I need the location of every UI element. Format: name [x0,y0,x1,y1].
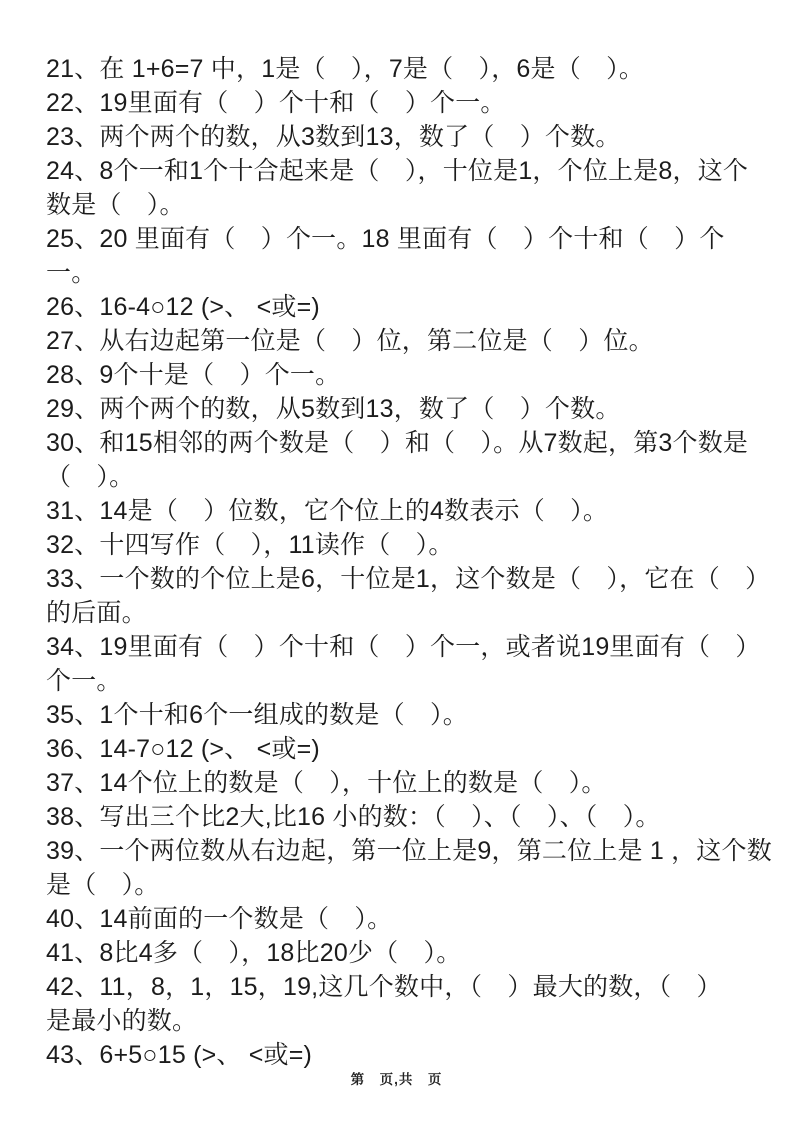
question-43-line-1: 43、6+5○15 (>、 <或=) [46,1041,313,1069]
question-33-line-1: 33、一个数的个位上是6，十位是1，这个数是（ ），它在（ ） [46,565,771,593]
question-24-line-2: 数是（ ）。 [46,191,185,219]
question-35-line-1: 35、1个十和6个一组成的数是（ ）。 [46,701,468,729]
page-footer-label: 第 页,共 页 [350,1072,443,1087]
question-42-line-1: 42、11，8，1，15，19,这几个数中，（ ）最大的数，（ ） [46,973,722,1001]
question-38-line-1: 38、写出三个比2大,比16 小的数：（ ）、（ ）、（ ）。 [46,803,661,831]
question-37-line-1: 37、14个位上的数是（ ），十位上的数是（ ）。 [46,769,607,797]
question-33-line-2: 的后面。 [46,599,147,627]
question-24-line-1: 24、8个一和1个十合起来是（ ），十位是1，个位上是8，这个 [46,157,749,185]
question-34-line-1: 34、19里面有（ ）个十和（ ）个一，或者说19里面有（ ） [46,633,761,661]
question-30-line-1: 30、和15相邻的两个数是（ ）和（ ）。从7数起，第3个数是 [46,429,749,457]
question-23-line-1: 23、两个两个的数，从3数到13，数了（ ）个数。 [46,123,621,151]
question-32-line-1: 32、十四写作（ ），11读作（ ）。 [46,531,454,559]
question-26-line-1: 26、16-4○12 (>、 <或=) [46,293,320,321]
question-36-line-1: 36、14-7○12 (>、 <或=) [46,735,320,763]
question-39-line-2: 是（ ）。 [46,871,160,899]
question-34-line-2: 个一。 [46,667,122,695]
question-41-line-1: 41、8比4多（ ），18比20少（ ）。 [46,939,462,967]
question-29-line-1: 29、两个两个的数，从5数到13，数了（ ）个数。 [46,395,621,423]
question-31-line-1: 31、14是（ ）位数，它个位上的4数表示（ ）。 [46,497,609,525]
question-list [46,52,772,1072]
question-25-line-1: 25、20 里面有（ ）个一。18 里面有（ ）个十和（ ）个 [46,225,725,253]
question-21-line-1: 21、在 1+6=7 中，1是（ ），7是（ ），6是（ ）。 [46,55,645,83]
question-22-line-1: 22、19里面有（ ）个十和（ ）个一。 [46,89,506,117]
question-40-line-1: 40、14前面的一个数是（ ）。 [46,905,393,933]
question-39-line-1: 39、一个两位数从右边起，第一位上是9，第二位上是 1 ，这个数 [46,837,772,865]
question-28-line-1: 28、9个十是（ ）个一。 [46,361,341,389]
question-25-line-2: 一。 [46,259,97,287]
question-30-line-2: （ ）。 [46,463,135,491]
question-42-line-2: 是最小的数。 [46,1007,198,1035]
question-27-line-1: 27、从右边起第一位是（ ）位，第二位是（ ）位。 [46,327,654,355]
